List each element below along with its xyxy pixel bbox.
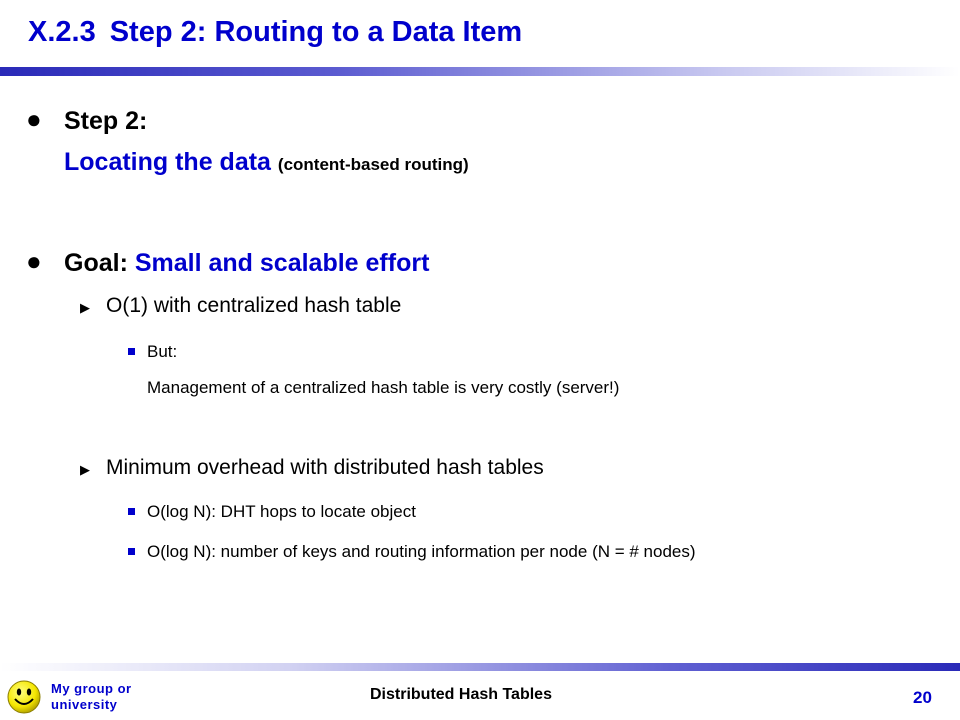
but-label: But: bbox=[147, 342, 178, 361]
goal-label: Goal: bbox=[64, 249, 128, 277]
section-number: X.2.3 bbox=[28, 16, 96, 48]
group-line2: university bbox=[51, 697, 118, 712]
footer-title: Distributed Hash Tables bbox=[370, 686, 552, 703]
title-text: Step 2: Routing to a Data Item bbox=[109, 16, 523, 48]
square-bullet-icon bbox=[128, 548, 135, 555]
keys-routing-item: O(log N): number of keys and routing information per node (N = # nodes) bbox=[147, 542, 696, 561]
bullet-dot-icon: ● bbox=[26, 104, 42, 134]
goal-heading bbox=[64, 249, 429, 278]
step2-main: Locating the data bbox=[64, 148, 271, 176]
triangle-arrow-icon: ▶ bbox=[80, 300, 90, 315]
group-label bbox=[51, 681, 132, 713]
page-number: 20 bbox=[913, 688, 932, 707]
triangle-arrow-icon: ▶ bbox=[80, 462, 90, 477]
step2-heading bbox=[64, 148, 469, 177]
goal-text: Small and scalable effort bbox=[134, 249, 430, 277]
but-detail: Management of a centralized hash table is very costly (server!) bbox=[147, 378, 620, 397]
square-bullet-icon bbox=[128, 508, 135, 515]
step2-label: Step 2: bbox=[64, 107, 148, 135]
square-bullet-icon bbox=[128, 348, 135, 355]
dht-hops-item: O(log N): DHT hops to locate object bbox=[147, 502, 416, 521]
bullet-dot-icon: ● bbox=[26, 246, 42, 276]
footer-bar bbox=[0, 663, 960, 671]
step2-note: (content-based routing) bbox=[277, 155, 469, 174]
sub-bullet-centralized: O(1) with centralized hash table bbox=[106, 294, 402, 317]
smiley-face-icon bbox=[7, 680, 41, 714]
group-line1: My group or bbox=[51, 681, 132, 696]
slide-title bbox=[28, 16, 522, 49]
title-underline-bar bbox=[0, 67, 960, 76]
sub-bullet-distributed: Minimum overhead with distributed hash tables bbox=[106, 456, 544, 479]
